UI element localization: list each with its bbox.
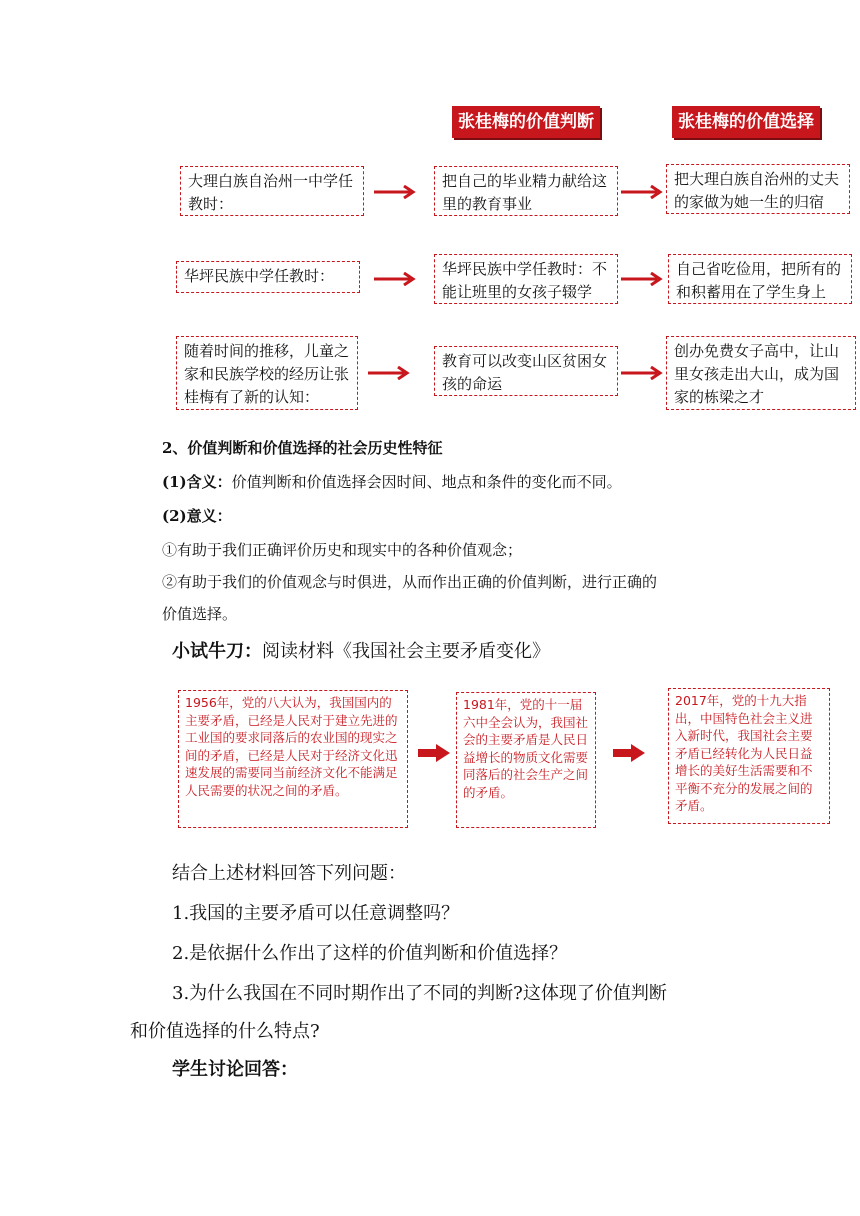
contradiction-box-1981: 1981年，党的十一届六中全会认为，我国社会的主要矛盾是人民日益增长的物质文化需要同落后的社会生产之间的矛盾。 [456, 692, 596, 828]
right-arrow-icon [418, 744, 450, 762]
meaning-line [162, 472, 622, 492]
situation-box: 华坪民族中学任教时： [176, 261, 360, 293]
practice-label: 小试牛刀： [172, 641, 262, 662]
questions-intro: 结合上述材料回答下列问题： [172, 863, 406, 884]
header-value-choice: 张桂梅的价值选择 [672, 106, 820, 138]
meaning-text: 价值判断和价值选择会因时间、地点和条件的变化而不同。 [231, 473, 622, 491]
discussion-label: 学生讨论回答： [172, 1059, 298, 1080]
significance-label: (2)意义： [162, 507, 232, 525]
judgment-box: 教育可以改变山区贫困女孩的命运 [434, 346, 618, 396]
situation-box: 大理白族自治州一中学任教时： [180, 166, 364, 216]
question-1: 1.我国的主要矛盾可以任意调整吗？ [172, 903, 460, 924]
choice-box: 把大理白族自治州的丈夫的家做为她一生的归宿 [666, 164, 850, 214]
section-title: 2、价值判断和价值选择的社会历史性特征 [162, 439, 443, 457]
header-value-judgment: 张桂梅的价值判断 [452, 106, 600, 138]
significance-point-1: ①有助于我们正确评价历史和现实中的各种价值观念； [162, 541, 523, 559]
significance-point-2-continued: 价值选择。 [162, 605, 238, 623]
judgment-box: 华坪民族中学任教时：不能让班里的女孩子辍学 [434, 254, 618, 304]
contradiction-box-1956: 1956年，党的八大认为，我国国内的主要矛盾，已经是人民对于建立先进的工业国的要求同落后的农业国的现实之间的矛盾，已经是人民对于经济文化迅速发展的需要同当前经济文化不能满足人民需要的状况之间的矛盾。 [178, 690, 408, 828]
right-arrow-icon [621, 272, 665, 286]
judgment-box: 把自己的毕业精力献给这里的教育事业 [434, 166, 618, 216]
question-3-continued: 和价值选择的什么特点? [130, 1021, 320, 1042]
significance-point-2: ②有助于我们的价值观念与时俱进，从而作出正确的价值判断，进行正确的 [162, 573, 658, 591]
right-arrow-icon [374, 185, 418, 199]
question-3: 3.为什么我国在不同时期作出了不同的判断?这体现了价值判断 [172, 983, 667, 1004]
meaning-label: (1)含义： [162, 473, 232, 491]
right-arrow-icon [613, 744, 645, 762]
practice-heading [172, 640, 550, 664]
situation-box: 随着时间的推移，儿童之家和民族学校的经历让张桂梅有了新的认知： [176, 336, 358, 410]
choice-box: 创办免费女子高中，让山里女孩走出大山，成为国家的栋梁之才 [666, 336, 856, 410]
question-2: 2.是依据什么作出了这样的价值判断和价值选择？ [172, 943, 568, 964]
right-arrow-icon [374, 272, 418, 286]
practice-text: 阅读材料《我国社会主要矛盾变化》 [262, 641, 550, 662]
right-arrow-icon [621, 185, 665, 199]
contradiction-box-2017: 2017年，党的十九大指出，中国特色社会主义进入新时代，我国社会主要矛盾已经转化为人民日益增长的美好生活需要和不平衡不充分的发展之间的矛盾。 [668, 688, 830, 824]
right-arrow-icon [368, 366, 412, 380]
right-arrow-icon [621, 366, 665, 380]
choice-box: 自己省吃俭用，把所有的和积蓄用在了学生身上 [668, 254, 852, 304]
